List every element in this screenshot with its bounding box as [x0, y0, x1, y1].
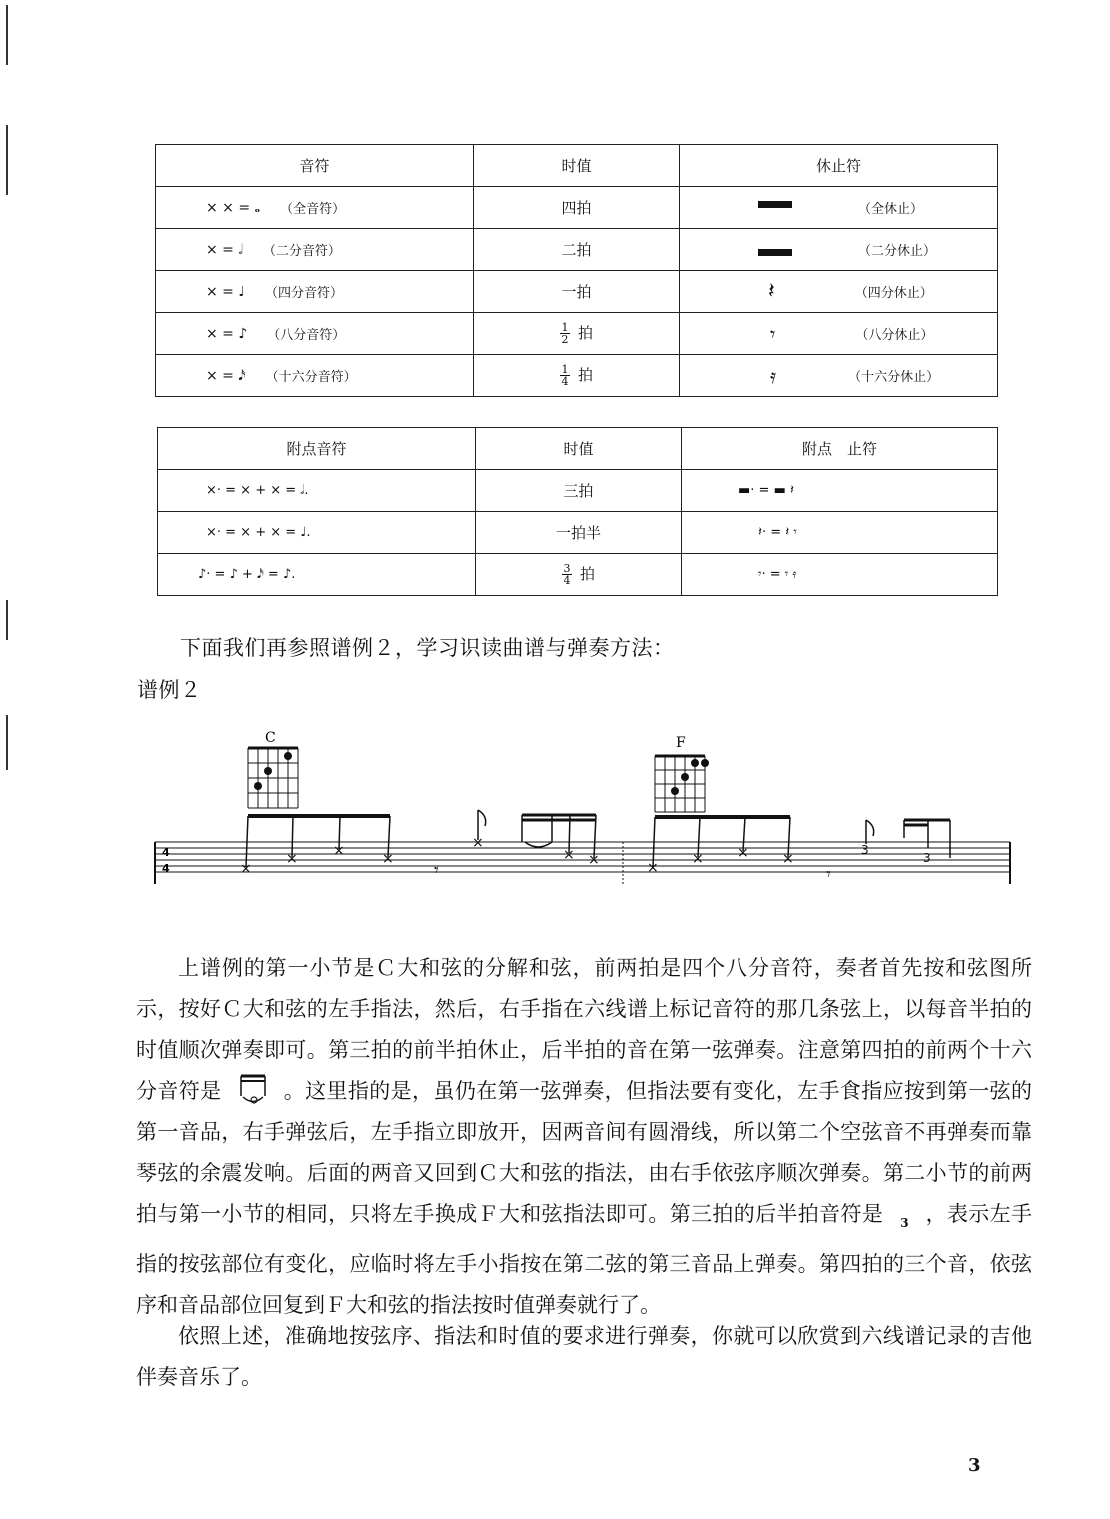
eighth-rest-icon: 𝄾 — [826, 864, 831, 885]
header-duration: 时值 — [474, 145, 680, 187]
note-name: （十六分音符） — [265, 370, 357, 385]
dotted-rest-equation: 𝄾· = 𝄾 𝄿 — [758, 567, 797, 582]
body-paragraph — [136, 1316, 1032, 1398]
page-number: 3 — [968, 1455, 981, 1476]
tab-note: × — [563, 847, 575, 863]
duration-unit: 拍 — [577, 323, 593, 342]
header-rest: 休止符 — [680, 145, 998, 187]
rest-name: （十六分休止） — [848, 370, 940, 385]
dotted-rest-equation: 𝄽· = 𝄽 𝄾 — [758, 525, 797, 540]
paragraph-text: 。这里指的是，虽仍在第一弦弹奏，但指法要有变化，左手食指应按到第一弦的第一音品，右手弹弦后，左手指立即放开，因两音间有圆滑线，所以第二个空弦音不再弹奏而靠琴弦的余震发响。后面的两音又回到Ｃ大和弦的指法，由右手依弦序顺次弹奏。第二小节的前两拍与第一小节的相同，只将左手换成Ｆ大和弦指法即可。第三拍的后半拍音符是 — [136, 1079, 1032, 1226]
body-paragraph — [136, 948, 1032, 1326]
time-signature-bottom: 4 — [162, 862, 170, 875]
tab-note: × — [647, 860, 659, 876]
inline-fret-number: 3 — [900, 1216, 909, 1230]
duration-unit: 拍 — [577, 365, 593, 384]
note-value-table — [155, 144, 998, 397]
duration-cell: 一拍半 — [476, 512, 682, 554]
note-name: （二分音符） — [262, 244, 341, 259]
dotted-note-equation: ×· = × + × = 𝅗𝅥. — [206, 483, 309, 498]
note-symbol: × × = 𝅝 — [206, 199, 261, 216]
half-rest-icon — [758, 249, 792, 256]
rest-name: （四分休止） — [854, 286, 933, 301]
tab-note: × — [333, 843, 345, 859]
table-row — [158, 554, 998, 596]
table-header-row — [156, 145, 998, 187]
duration-cell: 三拍 — [476, 470, 682, 512]
paragraph-text: 依照上述，准确地按弦序、指法和时值的要求进行弹奏，你就可以欣赏到六线谱记录的吉他伴奏音乐了。 — [136, 1324, 1032, 1389]
fret-number: 3 — [923, 851, 931, 865]
note-symbol: × = ♪ — [206, 325, 248, 342]
dotted-rest-equation: ▬· = ▬ 𝄽 — [738, 483, 794, 498]
header-dotted-rest: 附点 止符 — [682, 428, 998, 470]
measure-1-notes — [246, 810, 596, 867]
tab-note: × — [240, 861, 252, 877]
note-name: （全音符） — [280, 202, 346, 217]
duration-cell: 一拍 — [474, 271, 680, 313]
dotted-note-table — [157, 427, 998, 596]
table-row — [156, 355, 998, 397]
dotted-note-equation: ♪· = ♪ + 𝅘𝅥𝅯 = ♪. — [198, 567, 296, 582]
c-chord-diagram — [248, 730, 298, 808]
page-edge-mark — [6, 600, 8, 640]
note-symbol: × = ♩ — [206, 283, 245, 300]
note-name: （四分音符） — [264, 286, 343, 301]
dotted-note-equation: ×· = × + × = ♩. — [206, 525, 311, 540]
sixteenth-rest-icon: 𝄿 — [770, 363, 777, 388]
tab-note: × — [692, 851, 704, 867]
page-edge-mark — [6, 125, 8, 195]
header-dotted-note: 附点音符 — [158, 428, 476, 470]
duration-cell: 四拍 — [474, 187, 680, 229]
sixteenth-slur-figure — [235, 1072, 271, 1106]
tab-note: × — [737, 845, 749, 861]
fret-number: 3 — [861, 843, 869, 857]
rest-name: （八分休止） — [855, 328, 934, 343]
time-signature-top: 4 — [162, 846, 170, 859]
table-row — [158, 470, 998, 512]
duration-unit: 拍 — [579, 564, 595, 583]
tab-note: × — [588, 852, 600, 868]
note-symbol: × = 𝅘𝅥𝅯 — [206, 367, 246, 384]
rest-name: （二分休止） — [858, 244, 937, 259]
tab-note: × — [782, 851, 794, 867]
tablature-example — [0, 720, 1110, 920]
page-edge-mark — [6, 5, 8, 65]
eighth-rest-icon: 𝄾 — [434, 860, 439, 881]
tab-note: × — [472, 835, 484, 851]
header-note: 音符 — [156, 145, 474, 187]
header-duration: 时值 — [476, 428, 682, 470]
table-row — [156, 313, 998, 355]
tab-note: × — [286, 851, 298, 867]
note-name: （八分音符） — [267, 328, 346, 343]
eighth-rest-icon: 𝄾 — [770, 321, 776, 346]
example-label: 谱例２ — [137, 678, 202, 702]
rest-name: （全休止） — [858, 202, 924, 217]
table-row — [156, 187, 998, 229]
tab-note: × — [382, 851, 394, 867]
table-row — [158, 512, 998, 554]
note-symbol: × = 𝅗𝅥 — [206, 241, 243, 258]
duration-cell: 二拍 — [474, 229, 680, 271]
duration-fraction: $\frac{1}{4}$ — [561, 363, 569, 389]
chord-label-c: C — [265, 730, 276, 746]
paragraph-text: ，表示左手指的按弦部位有变化，应临时将左手小指按在第二弦的第三音品上弹奏。第四拍的三个音，依弦序和音品部位回复到Ｆ大和弦的指法按时值弹奏就行了。 — [136, 1202, 1033, 1317]
table-row — [156, 271, 998, 313]
duration-fraction: $\frac{3}{4}$ — [563, 562, 571, 588]
whole-rest-icon — [758, 201, 792, 208]
paragraph-text: 上谱例的第一小节是Ｃ大和弦的分解和弦，前两拍是四个八分音符，奏者首先按和弦图所示，按好Ｃ大和弦的左手指法，然后，右手指在六线谱上标记音符的那几条弦上，以每音半拍的时值顺次弹奏即可。第三拍的前半拍休止，后半拍的音在第一弦弹奏。注意第四拍的前两个十六分音符是 — [136, 956, 1032, 1103]
f-chord-diagram — [655, 735, 709, 812]
table-row — [156, 229, 998, 271]
chord-label-f: F — [676, 735, 686, 751]
intro-line: 下面我们再参照谱例２，学习识读曲谱与弹奏方法： — [180, 636, 675, 660]
quarter-rest-icon: 𝄽 — [768, 279, 775, 304]
duration-fraction: $\frac{1}{2}$ — [561, 321, 569, 347]
table-header-row — [158, 428, 998, 470]
